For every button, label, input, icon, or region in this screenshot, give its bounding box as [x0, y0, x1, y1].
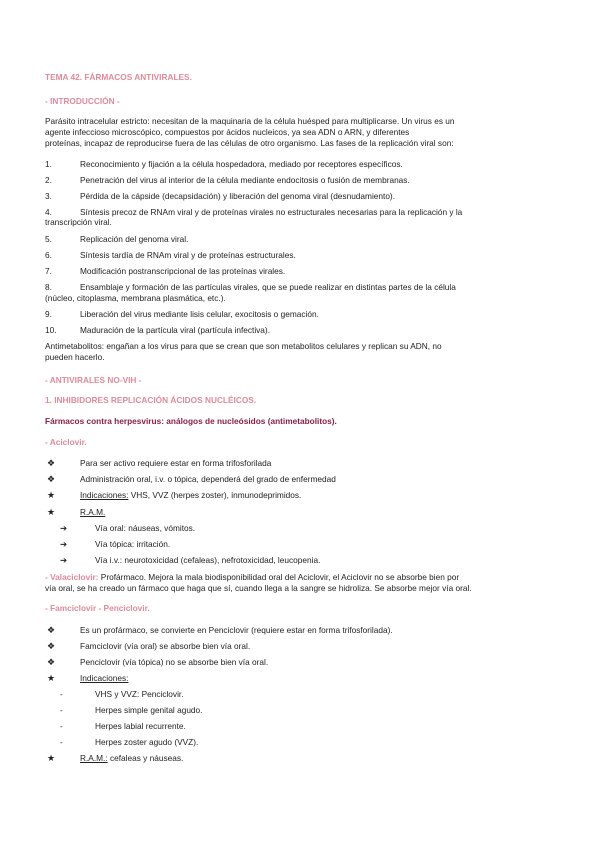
indicaciones-label: Indicaciones:	[80, 490, 129, 500]
diamond-bullet-icon: ❖	[46, 625, 56, 635]
ram-item: Vía oral: náuseas, vómitos.	[95, 523, 196, 533]
aciclovir-item: Para ser activo requiere estar en forma trifosforilada	[80, 458, 272, 468]
star-bullet-icon: ★	[46, 753, 56, 763]
antimetabolitos-line: Antimetabolitos: engañan a los virus para que se crean que son metabolitos celulares y replican su ADN, no	[45, 341, 442, 351]
diamond-bullet-icon: ❖	[46, 657, 56, 667]
phase-number: 3.	[45, 191, 52, 201]
valaciclovir-line	[45, 572, 556, 583]
valaciclovir-line: vía oral, se ha creado un fármaco que haga que sí, cuando llega a la sangre se hidroliza. Se absorbe mejor vía oral.	[45, 583, 472, 593]
famciclovir-indicacion: Herpes simple genital agudo.	[95, 705, 203, 715]
phase-text: Replicación del genoma viral.	[80, 234, 189, 244]
diamond-bullet-icon: ❖	[46, 458, 56, 468]
famciclovir-ram	[80, 753, 183, 764]
phase-text: Síntesis tardía de RNAm viral y de proteínas estructurales.	[80, 250, 296, 260]
diamond-bullet-icon: ❖	[46, 474, 56, 484]
antimetabolitos-line: pueden hacerlo.	[45, 352, 105, 362]
phase-text: Maduración de la partícula viral (partícula infectiva).	[80, 325, 270, 335]
arrow-bullet-icon: ➔	[60, 523, 67, 533]
dash-bullet: -	[60, 737, 63, 747]
section-1-heading: 1. INHIBIDORES REPLICACIÓN ÁCIDOS NUCLÉICOS.	[45, 395, 257, 405]
intro-paragraph-line: Parásito intracelular estricto: necesitan de la maquinaria de la célula huésped para multiplicarse. Un virus es un	[45, 116, 455, 126]
famciclovir-indicacion: Herpes zoster agudo (VVZ).	[95, 737, 199, 747]
famciclovir-item: Famciclovir (vía oral) se absorbe bien vía oral.	[80, 641, 251, 651]
phase-number: 1.	[45, 159, 52, 169]
phase-number: 5.	[45, 234, 52, 244]
phase-number: 2.	[45, 175, 52, 185]
ram-item: Vía tópica: irritación.	[95, 539, 171, 549]
phase-text: Síntesis precoz de RNAm viral y de proteínas virales no estructurales necesarias para la replicación y la	[80, 207, 463, 217]
arrow-bullet-icon: ➔	[60, 539, 67, 549]
intro-heading: - INTRODUCCIÓN -	[45, 96, 120, 106]
star-bullet-icon: ★	[46, 673, 56, 683]
phase-text: Reconocimiento y fijación a la célula hospedadora, mediado por receptores específicos.	[80, 159, 403, 169]
page-title: TEMA 42. FÁRMACOS ANTIVIRALES.	[45, 72, 192, 82]
famciclovir-item: Penciclovir (vía tópica) no se absorbe bien vía oral.	[80, 657, 269, 667]
dash-bullet: -	[60, 705, 63, 715]
phase-number: 9.	[45, 309, 52, 319]
herpes-heading: Fármacos contra herpesvirus: análogos de nucleósidos (antimetabolitos).	[45, 416, 337, 426]
dash-bullet: -	[60, 689, 63, 699]
phase-number: 7.	[45, 266, 52, 276]
no-vih-heading: - ANTIVIRALES NO-VIH -	[45, 375, 142, 385]
phase-text: Pérdida de la cápside (decapsidación) y liberación del genoma viral (desnudamiento).	[80, 191, 396, 201]
aciclovir-item: Administración oral, i.v. o tópica, dependerá del grado de enfermedad	[80, 474, 336, 484]
phase-text-continuation: transcripción viral.	[45, 217, 112, 227]
phase-number: 6.	[45, 250, 52, 260]
famciclovir-heading: - Famciclovir - Penciclovir.	[45, 603, 150, 613]
phase-number: 10.	[45, 325, 57, 335]
phase-text: Liberación del virus mediante lisis celular, exocitosis o gemación.	[80, 309, 319, 319]
phase-text: Modificación postranscripcional de las proteínas virales.	[80, 266, 286, 276]
star-bullet-icon: ★	[46, 507, 56, 517]
diamond-bullet-icon: ❖	[46, 641, 56, 651]
intro-paragraph-line: proteínas, incapaz de reproducirse fuera de las células de otro organismo. Las fases de la replicación viral son:	[45, 138, 454, 148]
ram-text: cefaleas y náuseas.	[107, 753, 184, 763]
aciclovir-heading: - Aciclovir.	[45, 437, 87, 447]
famciclovir-item: Es un profármaco, se convierte en Penciclovir (requiere estar en forma trifosforilada).	[80, 625, 393, 635]
dash-bullet: -	[60, 721, 63, 731]
phase-text: Penetración del virus al interior de la célula mediante endocitosis o fusión de membranas.	[80, 175, 410, 185]
aciclovir-indicaciones	[80, 490, 301, 501]
ram-item: Vía i.v.: neurotoxicidad (cefaleas), nefrotoxicidad, leucopenia.	[95, 555, 321, 565]
phase-text-continuation: (núcleo, citoplasma, membrana plasmática, etc.).	[45, 293, 226, 303]
famciclovir-indicacion: VHS y VVZ: Penciclovir.	[95, 689, 184, 699]
famciclovir-indicaciones-label: Indicaciones:	[80, 673, 129, 683]
star-bullet-icon: ★	[46, 490, 56, 500]
valaciclovir-label: - Valaciclovir:	[45, 572, 99, 582]
arrow-bullet-icon: ➔	[60, 555, 67, 565]
indicaciones-text: VHS, VVZ (herpes zoster), inmunodeprimidos.	[128, 490, 302, 500]
famciclovir-indicacion: Herpes labial recurrente.	[95, 721, 186, 731]
valaciclovir-text: Profármaco. Mejora la mala biodisponibilidad oral del Aciclovir, el Aciclovir no se absorbe bien por	[98, 572, 460, 582]
ram-label: R.A.M.:	[80, 753, 108, 763]
intro-paragraph-line: agente infeccioso microscópico, compuestos por ácidos nucleicos, ya sea ADN o ARN, y diferentes	[45, 127, 410, 137]
ram-label: R.A.M.	[80, 507, 106, 517]
phase-number: 4.	[45, 207, 52, 217]
phase-text: Ensamblaje y formación de las partículas virales, que se puede realizar en distintas partes de la célula	[80, 282, 456, 292]
phase-number: 8.	[45, 282, 52, 292]
